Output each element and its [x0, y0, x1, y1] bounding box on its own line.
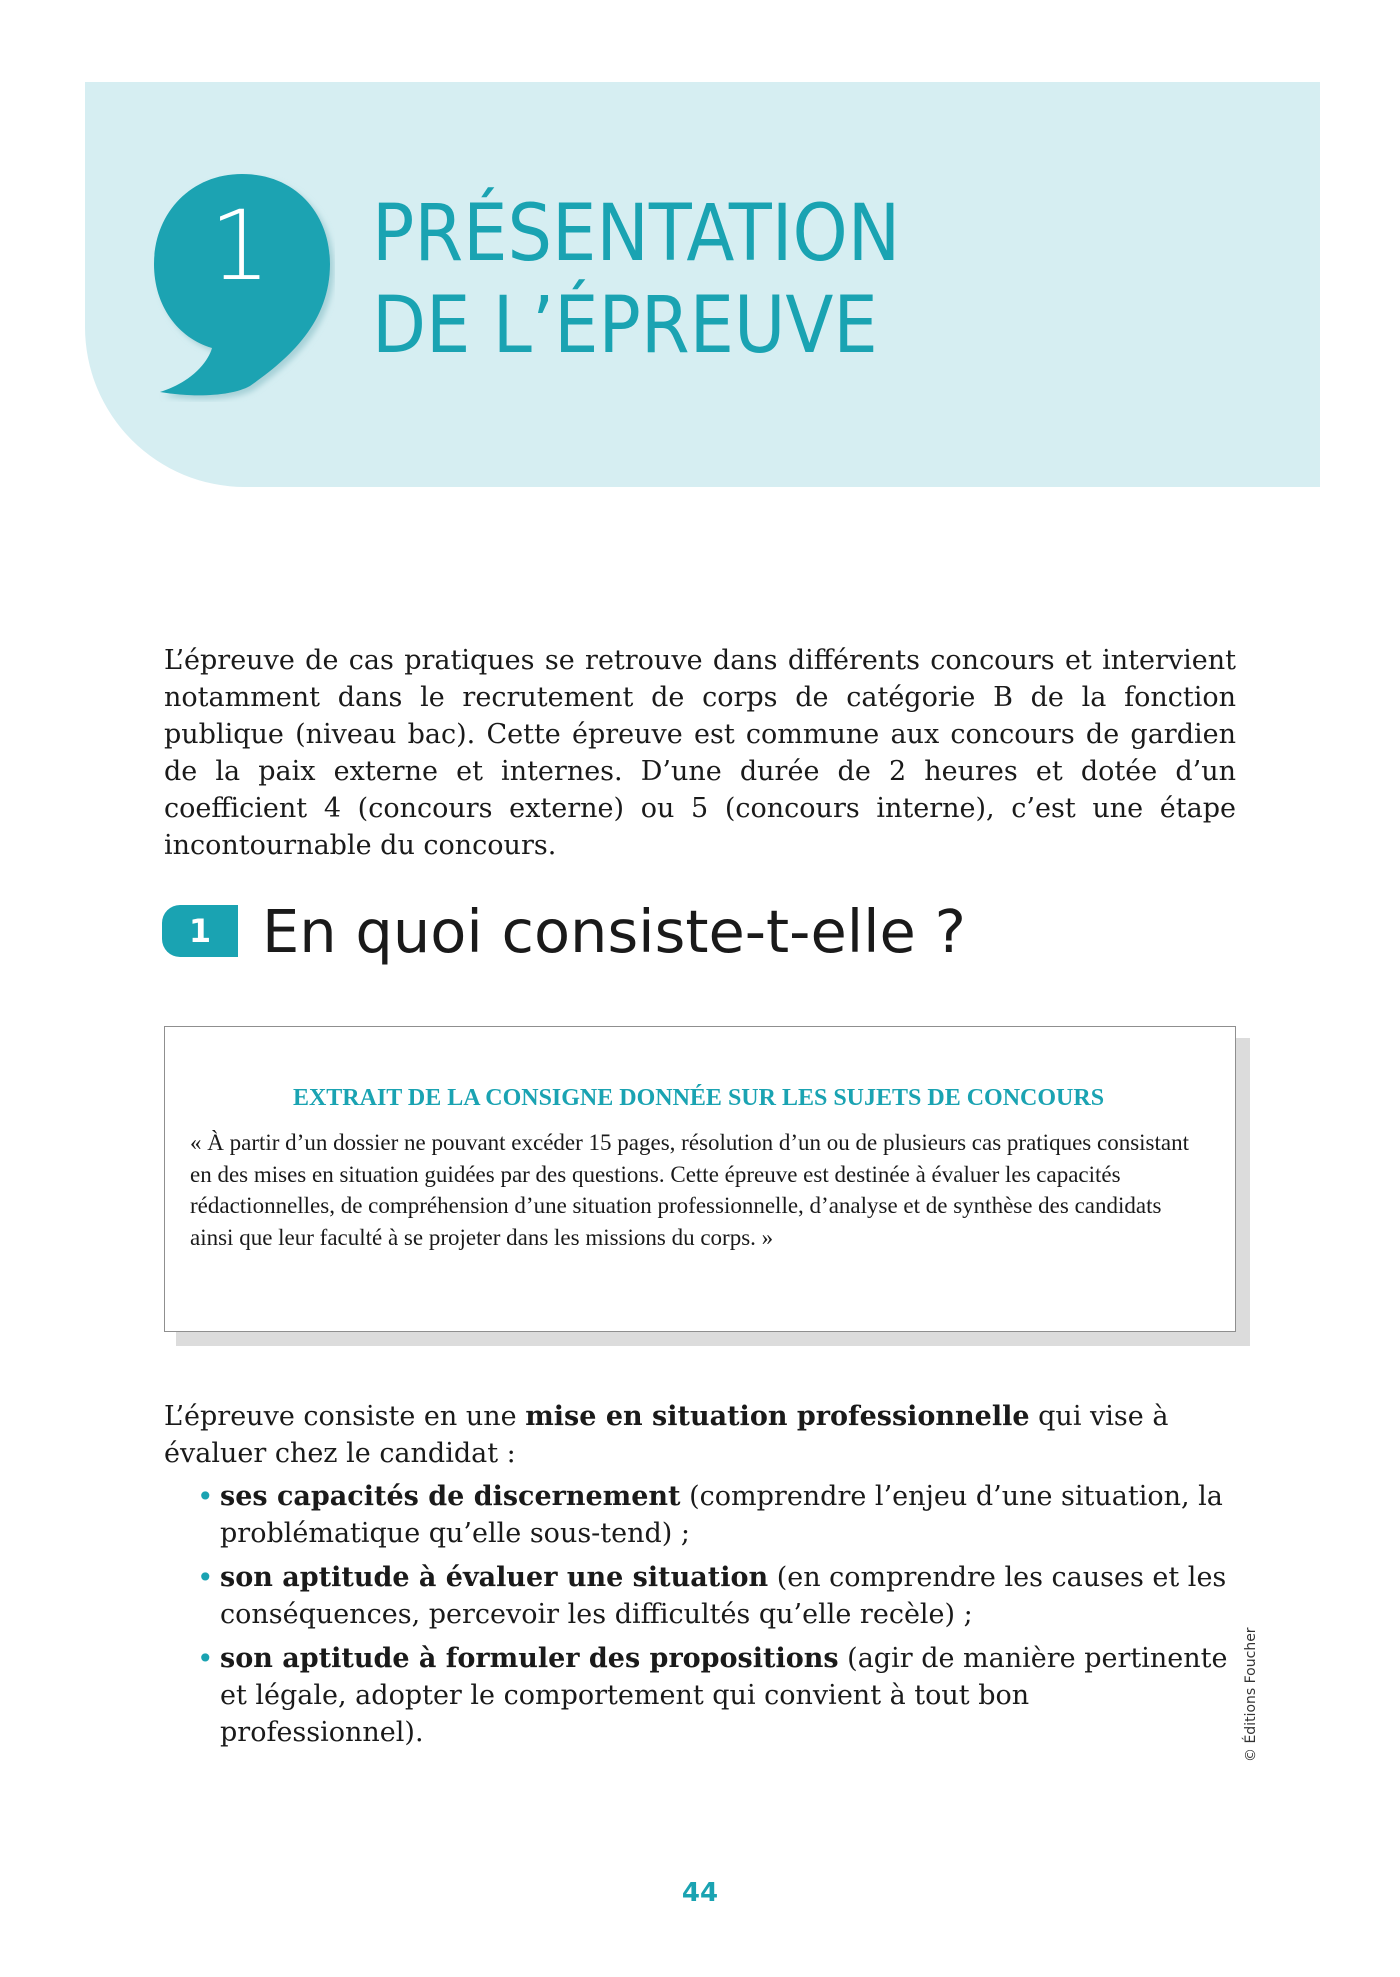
lead-text-bold: mise en situation professionnelle [525, 1401, 1030, 1432]
lead-paragraph [164, 1398, 1236, 1472]
chapter-title-line-1: PRÉSENTATION [372, 189, 901, 279]
excerpt-text: « À partir d’un dossier ne pouvant excéder 15 pages, résolution d’un ou de plusieurs cas pratiques consistant en des mises en situation guidées par des questions. Cette épreuve est destinée à évaluer les capacités rédactionnelles, de compréhension d’une situation professionnelle, d’analyse et de synthèse des candidats ainsi que leur faculté à se projeter dans les missions du corps. » [190, 1130, 1189, 1250]
excerpt-box [164, 1026, 1236, 1332]
list-item-text: (comprendre l’enjeu d’une situation, la problématique qu’elle sous-tend) ; [220, 1481, 1223, 1549]
chapter-number: 1 [209, 190, 271, 302]
bullet-icon: • [197, 1561, 214, 1594]
bullet-icon: • [197, 1642, 214, 1675]
lead-text-before: L’épreuve consiste en une [164, 1401, 526, 1432]
list-item-bold: ses capacités de discernement [220, 1481, 681, 1512]
page-number: 44 [681, 1878, 719, 1908]
list-item-text: (en comprendre les causes et les conséquences, percevoir les difficultés qu’elle recèle) ; [220, 1562, 1227, 1630]
bullet-icon: • [197, 1480, 214, 1513]
list-item [164, 1559, 1236, 1633]
excerpt-title: EXTRAIT DE LA CONSIGNE DONNÉE SUR LES SUJETS DE CONCOURS [292, 1085, 1105, 1111]
intro-paragraph: L’épreuve de cas pratiques se retrouve dans différents concours et intervient notamment dans le recrutement de corps de catégorie B de la fonction publique (niveau bac). Cette épreuve est commune aux concours de gardien de la paix externe et internes. D’une durée de 2 heures et dotée d’un coefficient 4 (concours externe) ou 5 (concours interne), c’est une étape incontournable du concours. [164, 645, 1236, 861]
list-item-bold: son aptitude à évaluer une situation [220, 1562, 769, 1593]
list-item-text: (agir de manière pertinente et légale, adopter le comportement qui convient à tout bon professionnel). [220, 1643, 1228, 1748]
list-item-bold: son aptitude à formuler des propositions [220, 1643, 839, 1674]
criteria-list [164, 1478, 1236, 1758]
list-item [164, 1640, 1236, 1751]
chapter-title [372, 188, 1182, 372]
lead-text-after: qui vise à évaluer chez le candidat : [164, 1401, 1169, 1469]
section-number-badge: 1 [162, 905, 238, 957]
chapter-title-line-2: DE L’ÉPREUVE [372, 281, 878, 371]
section-title: En quoi consiste-t-elle ? [262, 897, 966, 966]
list-item [164, 1478, 1236, 1552]
copyright-notice: © Éditions Foucher [1243, 1627, 1259, 1762]
